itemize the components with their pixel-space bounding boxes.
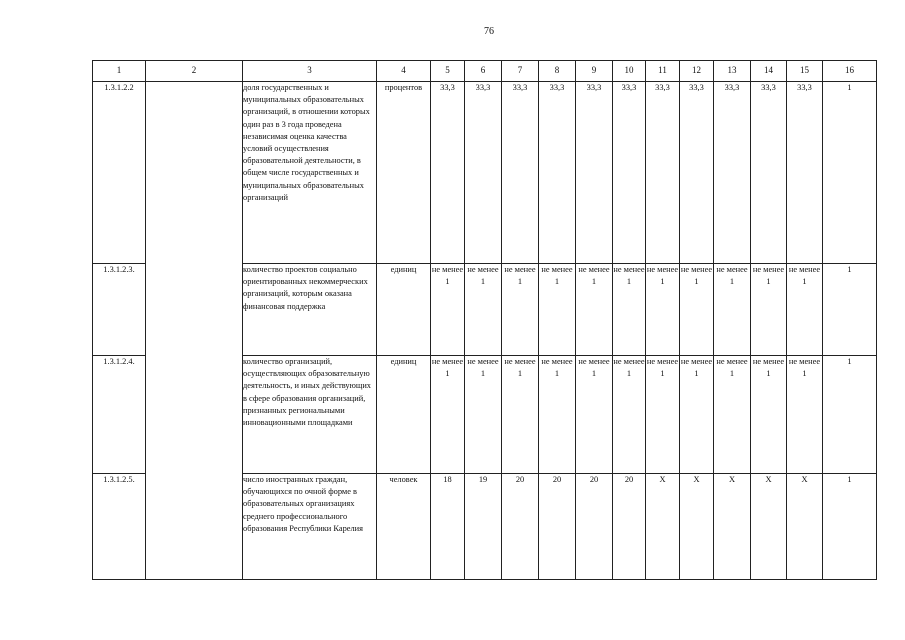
value-cell: 33,3 — [787, 82, 823, 264]
row-description: число иностранных граждан, обучающихся по очной форме в образовательных организациях среднего профессионального образования Республики Карелия — [243, 474, 377, 580]
value-cell: X — [646, 474, 680, 580]
value-cell: 33,3 — [714, 82, 751, 264]
row-unit: процентов — [377, 82, 431, 264]
column-header: 14 — [751, 61, 787, 82]
value-cell: X — [714, 474, 751, 580]
value-cell: 33,3 — [431, 82, 465, 264]
column-header: 4 — [377, 61, 431, 82]
row-unit: единиц — [377, 264, 431, 356]
value-cell: 20 — [613, 474, 646, 580]
column-header: 15 — [787, 61, 823, 82]
value-cell: не менее 1 — [680, 264, 714, 356]
value-cell: X — [680, 474, 714, 580]
column-header: 6 — [465, 61, 502, 82]
value-cell: 33,3 — [576, 82, 613, 264]
value-cell: не менее 1 — [646, 356, 680, 474]
col16-cell: 1 — [823, 356, 877, 474]
value-cell: не менее 1 — [502, 356, 539, 474]
row-code: 1.3.1.2.2 — [93, 82, 146, 264]
column-header: 16 — [823, 61, 877, 82]
value-cell: не менее 1 — [613, 356, 646, 474]
value-cell: не менее 1 — [714, 264, 751, 356]
column-header: 9 — [576, 61, 613, 82]
value-cell: не менее 1 — [539, 356, 576, 474]
column-header: 12 — [680, 61, 714, 82]
row-description: количество организаций, осуществляющих образовательную деятельность, и иных действующих в сфере образования организаций, признанных региональными инновационными площадками — [243, 356, 377, 474]
column-header: 10 — [613, 61, 646, 82]
value-cell: 33,3 — [613, 82, 646, 264]
row-description: количество проектов социально ориентированных некоммерческих организаций, которым оказана финансовая поддержка — [243, 264, 377, 356]
value-cell: 33,3 — [502, 82, 539, 264]
value-cell: не менее 1 — [576, 264, 613, 356]
value-cell: не менее 1 — [465, 264, 502, 356]
column-header: 13 — [714, 61, 751, 82]
column-header: 11 — [646, 61, 680, 82]
value-cell: не менее 1 — [502, 264, 539, 356]
value-cell: не менее 1 — [787, 356, 823, 474]
col16-cell: 1 — [823, 264, 877, 356]
value-cell: не менее 1 — [431, 264, 465, 356]
value-cell: 20 — [576, 474, 613, 580]
column-header: 2 — [146, 61, 243, 82]
value-cell: 19 — [465, 474, 502, 580]
column-header: 3 — [243, 61, 377, 82]
value-cell: не менее 1 — [751, 356, 787, 474]
column-header: 7 — [502, 61, 539, 82]
value-cell: 33,3 — [646, 82, 680, 264]
indicator-table — [92, 60, 877, 580]
table-row — [93, 82, 877, 264]
value-cell: не менее 1 — [680, 356, 714, 474]
value-cell: 18 — [431, 474, 465, 580]
value-cell: не менее 1 — [613, 264, 646, 356]
value-cell: X — [787, 474, 823, 580]
column-header: 8 — [539, 61, 576, 82]
header-row — [93, 61, 877, 82]
row-unit: единиц — [377, 356, 431, 474]
value-cell: 33,3 — [465, 82, 502, 264]
value-cell: 33,3 — [680, 82, 714, 264]
value-cell: не менее 1 — [465, 356, 502, 474]
column-header: 5 — [431, 61, 465, 82]
row-description: доля государственных и муниципальных образовательных организаций, в отношении которых один раз в 3 года проведена независимая оценка качества условий осуществления образовательной деятельности, в общем числе государственных и муниципальных образовательных организаций — [243, 82, 377, 264]
value-cell: не менее 1 — [646, 264, 680, 356]
row-code: 1.3.1.2.5. — [93, 474, 146, 580]
value-cell: не менее 1 — [787, 264, 823, 356]
value-cell: не менее 1 — [751, 264, 787, 356]
page-number: 76 — [484, 26, 494, 37]
value-cell: не менее 1 — [431, 356, 465, 474]
value-cell: не менее 1 — [714, 356, 751, 474]
column-header: 1 — [93, 61, 146, 82]
value-cell: X — [751, 474, 787, 580]
value-cell: 20 — [539, 474, 576, 580]
col16-cell: 1 — [823, 474, 877, 580]
value-cell: не менее 1 — [539, 264, 576, 356]
value-cell: не менее 1 — [576, 356, 613, 474]
value-cell: 33,3 — [751, 82, 787, 264]
empty-merged-cell — [146, 82, 243, 580]
value-cell: 20 — [502, 474, 539, 580]
row-code: 1.3.1.2.4. — [93, 356, 146, 474]
col16-cell: 1 — [823, 82, 877, 264]
row-code: 1.3.1.2.3. — [93, 264, 146, 356]
value-cell: 33,3 — [539, 82, 576, 264]
row-unit: человек — [377, 474, 431, 580]
